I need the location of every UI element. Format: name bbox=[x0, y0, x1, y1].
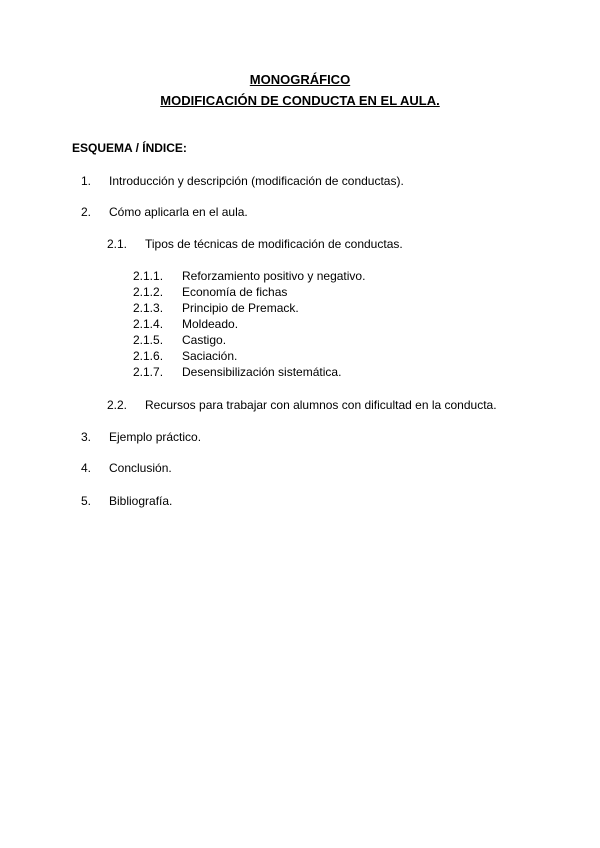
index-text: Cómo aplicarla en el aula. bbox=[109, 205, 248, 219]
index-text: Conclusión. bbox=[109, 461, 172, 475]
index-text: Reforzamiento positivo y negativo. bbox=[182, 269, 366, 283]
index-number: 2.1.5. bbox=[133, 333, 164, 347]
section-heading: ESQUEMA / ÍNDICE: bbox=[72, 141, 187, 155]
index-text: Bibliografía. bbox=[109, 494, 173, 508]
index-number: 2.1.3. bbox=[133, 301, 164, 315]
index-text: Castigo. bbox=[182, 333, 227, 347]
index-number: 2.1. bbox=[107, 237, 128, 251]
index-text: Desensibilización sistemática. bbox=[182, 365, 342, 379]
index-number: 2. bbox=[81, 205, 92, 219]
index-text: Saciación. bbox=[182, 349, 238, 363]
index-text: Ejemplo práctico. bbox=[109, 430, 202, 444]
index-number: 5. bbox=[81, 494, 92, 508]
document-subtitle: MODIFICACIÓN DE CONDUCTA EN EL AULA. bbox=[160, 93, 440, 108]
document-title: MONOGRÁFICO bbox=[249, 72, 351, 87]
index-number: 3. bbox=[81, 430, 92, 444]
index-number: 2.1.7. bbox=[133, 365, 164, 379]
index-text: Principio de Premack. bbox=[182, 301, 299, 315]
index-text: Tipos de técnicas de modificación de conductas. bbox=[145, 237, 403, 251]
index-number: 2.1.4. bbox=[133, 317, 164, 331]
index-text: Introducción y descripción (modificación de conductas). bbox=[109, 174, 404, 188]
index-number: 2.1.2. bbox=[133, 285, 164, 299]
index-text: Moldeado. bbox=[182, 317, 239, 331]
index-number: 1. bbox=[81, 174, 92, 188]
index-number: 2.1.1. bbox=[133, 269, 164, 283]
index-text: Recursos para trabajar con alumnos con dificultad en la conducta. bbox=[145, 398, 497, 412]
index-number: 4. bbox=[81, 461, 92, 475]
index-number: 2.2. bbox=[107, 398, 128, 412]
index-number: 2.1.6. bbox=[133, 349, 164, 363]
index-text: Economía de fichas bbox=[182, 285, 288, 299]
